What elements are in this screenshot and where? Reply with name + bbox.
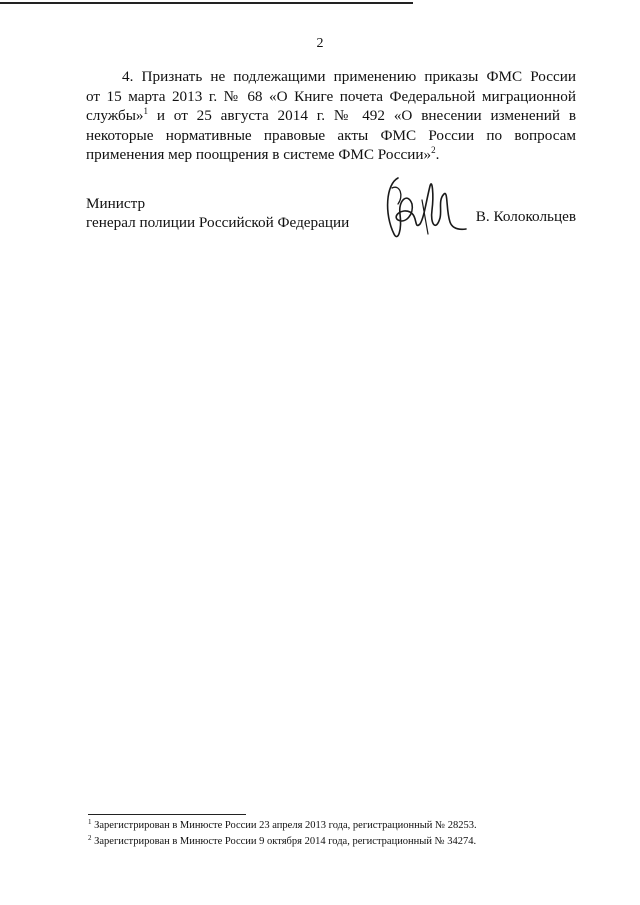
- paragraph-line-2: от 15 марта 2013 г. № 68 «О Книге почета Федеральной миграционной: [86, 87, 576, 105]
- paragraph-line-3: [86, 106, 576, 126]
- footnote-ref-2: 2: [431, 145, 436, 155]
- footnote-1: [88, 818, 588, 834]
- footnote-2-text: Зарегистрирован в Минюсте России 9 октября 2014 года, регистрационный № 34274.: [94, 836, 477, 847]
- footnote-1-text: Зарегистрирован в Минюсте России 23 апреля 2013 года, регистрационный № 28253.: [94, 820, 477, 831]
- paragraph-line-3-rest: и от 25 августа 2014 г. № 492 «О внесении изменений в: [156, 107, 577, 124]
- paragraph-line-5-text: применения мер поощрения в системе ФМС России»: [86, 146, 432, 163]
- page-number: 2: [316, 36, 324, 51]
- signatory-name: В. Колокольцев: [475, 208, 576, 225]
- paragraph-end: .: [435, 146, 440, 163]
- signatory-title: Министр: [86, 195, 146, 212]
- paragraph-line-3-start: службы»: [86, 107, 144, 124]
- signature-block: [86, 188, 576, 258]
- footnote-2: [88, 834, 588, 850]
- footnotes: [88, 818, 588, 850]
- signatory-rank: генерал полиции Российской Федерации: [86, 214, 350, 231]
- paragraph-line-5: [86, 145, 576, 165]
- handwritten-signature: [378, 174, 468, 246]
- top-border-line: [0, 2, 413, 4]
- footnote-ref-1: 1: [143, 106, 149, 116]
- paragraph-line-1: 4. Признать не подлежащими применению приказы ФМС России: [122, 68, 576, 85]
- paragraph-line-4: некоторые нормативные правовые акты ФМС России по вопросам: [86, 126, 576, 144]
- footnote-1-marker: 1: [88, 818, 92, 826]
- paragraph-4: [86, 67, 576, 165]
- footnote-2-marker: 2: [88, 834, 92, 842]
- footnote-separator: [88, 814, 246, 815]
